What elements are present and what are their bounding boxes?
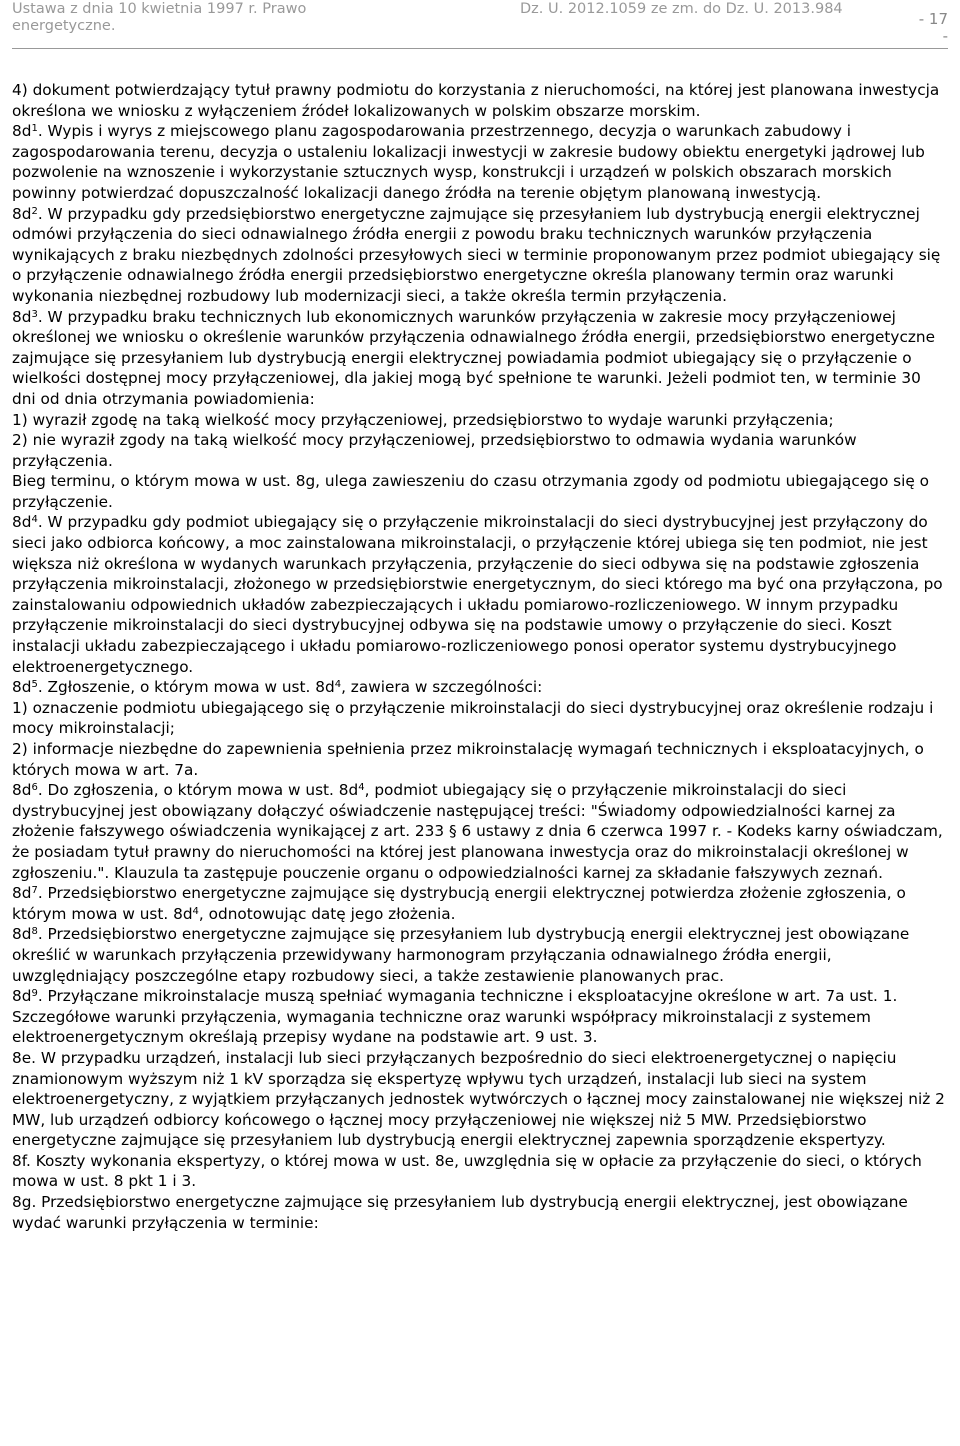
paragraph-text: 1) oznaczenie podmiotu ubiegającego się o przyłączenie mikroinstalacji do sieci dystrybucyjnej oraz określenie rodzaju i mocy mikroinstalacji;: [12, 698, 934, 738]
paragraph-text: 8e. W przypadku urządzeń, instalacji lub sieci przyłączanych bezpośrednio do sieci elektroenergetycznej o napięciu znamionowym wyższym niż 1 kV sporządza się ekspertyzę wpływu tych urządzeń, instalacji lub sieci na system elektroenergetyczny, z wyjątkiem przyłączanych jednostek wytwórczych o łącznej mocy zainstalowanej nie większej niż 2 MW, lub urządzeń odbiorcy końcowego o łącznej mocy przyłączeniowej nie większej niż 5 MW. Przedsiębiorstwo energetyczne zajmujące się przesyłaniem lub dystrybucją energii elektrycznej zapewnia sporządzenie ekspertyzy.: [12, 1048, 945, 1150]
paragraph-number: 8d: [12, 513, 32, 532]
paragraph-number: 8d: [12, 204, 32, 223]
paragraph-superscript: 5: [31, 679, 38, 691]
paragraph-superscript: 9: [31, 988, 38, 1000]
paragraph-text-continued: , zawiera w szczególności:: [341, 678, 543, 697]
paragraph: [12, 80, 948, 121]
paragraph-number: 8d: [12, 987, 32, 1006]
paragraph: [12, 883, 948, 924]
paragraph: [12, 121, 948, 203]
paragraph-text-continued: , odnotowując datę jego złożenia.: [198, 904, 456, 923]
paragraph-text-continued: , podmiot ubiegający się o przyłączenie mikroinstalacji do sieci dystrybucyjnej jest obowiązany dołączyć oświadczenie następującej treści: "Świadomy odpowiedzialności karnej za złożenie fałszywego oświadczenia wynikającej z art. 233 § 6 ustawy z dnia 6 czerwca 1997 r. - Kodeks karny oświadczam, że posiadam tytuł prawny do nieruchomości na której jest planowana inwestycja oraz do mikroinstalacji określonej w zgłoszeniu.". Klauzula ta zastępuje pouczenie organu o odpowiedzialności karnej za składanie fałszywych zeznań.: [12, 781, 943, 882]
paragraph-text: 8g. Przedsiębiorstwo energetyczne zajmujące się przesyłaniem lub dystrybucją energii elektrycznej, jest obowiązane wydać warunki przyłączenia w terminie:: [12, 1193, 908, 1232]
page-number: [919, 11, 948, 45]
paragraph-text: . Zgłoszenie, o którym mowa w ust. 8d: [37, 678, 335, 697]
paragraph-superscript: 1: [31, 123, 38, 135]
paragraph-text: 4) dokument potwierdzający tytuł prawny podmiotu do korzystania z nieruchomości, na której jest planowana inwestycja określona we wniosku z wyłączeniem źródeł lokalizowanych w polskim obszarze morskim.: [12, 81, 940, 120]
paragraph-text: 8f. Koszty wykonania ekspertyzy, o której mowa w ust. 8e, uwzględnia się w opłacie za przyłączenie do sieci, o których mowa w ust. 8 pkt 1 i 3.: [12, 1151, 922, 1191]
paragraph-superscript: 8: [31, 926, 38, 938]
paragraph: [12, 1192, 948, 1233]
paragraph-text: . W przypadku gdy przedsiębiorstwo energetyczne zajmujące się przesyłaniem lub dystrybucją energii elektrycznej odmówi przyłączenia do sieci odnawialnego źródła energii z powodu braku technicznych warunków przyłączenia wynikających z braku niezbędnych zdolności przesyłowych sieci w terminie proponowanym przez podmiot ubiegający się o przyłączenie odnawialnego źródła energii przedsiębiorstwo energetyczne określa planowany termin oraz warunki wykonania niezbędnej rozbudowy lub modernizacji sieci, a także określa termin przyłączenia.: [12, 204, 941, 305]
paragraph-superscript: 6: [31, 782, 38, 794]
paragraph-text: . Przyłączane mikroinstalacje muszą spełniać wymagania techniczne i eksploatacyjne określone w art. 7a ust. 1. Szczegółowe warunki przyłączenia, wymagania techniczne oraz warunki współpracy mikroinstalacji z systemem elektroenergetycznym określają przepisy wydane na podstawie art. 9 ust. 3.: [12, 987, 898, 1047]
paragraph: [12, 1048, 948, 1151]
paragraph-text: . W przypadku gdy podmiot ubiegający się o przyłączenie mikroinstalacji do sieci dystrybucyjnej jest przyłączony do sieci jako odbiorca końcowy, a moc zainstalowana mikroinstalacji, o przyłączenie której ubiega się ten podmiot, nie jest większa niż określona w wydanych warunkach przyłączenia, przyłączenie do sieci odbywa się na podstawie zgłoszenia przyłączenia mikroinstalacji, złożonego w przedsiębiorstwie energetycznym, do sieci którego ma być ona przyłączona, po zainstalowaniu odpowiednich układów zabezpieczających i układu pomiarowo-rozliczeniowego. W innym przypadku przyłączenie mikroinstalacji do sieci dystrybucyjnej odbywa się na podstawie umowy o przyłączenie do sieci. Koszt instalacji układu zabezpieczającego i układu pomiarowo-rozliczeniowego ponosi operator systemu dystrybucyjnego elektroenergetycznego.: [12, 513, 943, 676]
paragraph: [12, 924, 948, 986]
paragraph-text: . Przedsiębiorstwo energetyczne zajmujące się dystrybucją energii elektrycznej potwierdza złożenie zgłoszenia, o którym mowa w ust. 8d: [12, 884, 906, 923]
paragraph: [12, 677, 948, 698]
paragraph: [12, 739, 948, 780]
paragraph-text: Bieg terminu, o którym mowa w ust. 8g, ulega zawieszeniu do czasu otrzymania zgody od podmiotu ubiegającego się o przyłączenie.: [12, 472, 930, 511]
paragraph-text: 1) wyraził zgodę na taką wielkość mocy przyłączeniowej, przedsiębiorstwo to wydaje warunki przyłączenia;: [12, 410, 834, 429]
paragraph: [12, 471, 948, 512]
paragraph: [12, 780, 948, 883]
paragraph-number: 8d: [12, 884, 32, 903]
paragraph-text: . Do zgłoszenia, o którym mowa w ust. 8d: [37, 781, 359, 800]
paragraph: [12, 430, 948, 471]
paragraph-text: 2) informacje niezbędne do zapewnienia spełnienia przez mikroinstalację wymagań technicznych i eksploatacyjnych, o których mowa w art. 7a.: [12, 740, 924, 779]
paragraph-superscript: 7: [31, 885, 38, 897]
header-version: Dz. U. 2012.1059 ze zm. do Dz. U. 2013.984: [520, 1, 843, 17]
reference-superscript: 4: [192, 905, 199, 917]
reference-superscript: 4: [334, 679, 342, 691]
paragraph: [12, 204, 948, 307]
paragraph-number: 8d: [12, 925, 32, 944]
paragraph: [12, 986, 948, 1048]
page-number-suffix: -: [942, 27, 948, 45]
paragraph-number: 8d: [12, 781, 32, 800]
document-body: [12, 80, 948, 1233]
page-number-value: - 17: [918, 10, 948, 28]
paragraph-superscript: 3: [31, 308, 38, 320]
paragraph-text: . Wypis i wyrys z miejscowego planu zagospodarowania przestrzennego, decyzja o warunkach zabudowy i zagospodarowania terenu, decyzja o ustaleniu lokalizacji inwestycji w zakresie budowy obiektu energetyki jądrowej lub pozwolenie na wznoszenie i wykorzystanie sztucznych wysp, konstrukcji i urządzeń w polskich obszarach morskich powinny potwierdzać dopuszczalność lokalizacji danego źródła na terenie objętym planowaną inwestycją.: [12, 122, 925, 202]
paragraph: [12, 1151, 948, 1192]
page-header: [12, 0, 948, 49]
paragraph-number: 8d: [12, 678, 32, 697]
header-act-title: [12, 1, 372, 35]
paragraph-number: 8d: [12, 122, 32, 141]
paragraph-text: . Przedsiębiorstwo energetyczne zajmujące się przesyłaniem lub dystrybucją energii elektrycznej jest obowiązane określić w warunkach przyłączenia przewidywany harmonogram przyłączania odnawialnego źródła energii, uwzględniający poszczególne etapy rozbudowy sieci, a także zestawienie planowanych prac.: [12, 925, 910, 985]
paragraph-number: 8d: [12, 307, 32, 326]
paragraph-text: . W przypadku braku technicznych lub ekonomicznych warunków przyłączenia w zakresie mocy przyłączeniowej określonej we wniosku o określenie warunków przyłączenia odnawialnego źródła energii, przedsiębiorstwo energetyczne zajmujące się przesyłaniem lub dystrybucją energii elektrycznej powiadamia podmiot ubiegający się o przyłączenie o wielkości dostępnej mocy przyłączeniowej, dla jakiej mogą być spełnione te warunki. Jeżeli podmiot ten, w terminie 30 dni od dnia otrzymania powiadomienia:: [12, 307, 935, 408]
paragraph: [12, 698, 948, 739]
paragraph: [12, 410, 948, 431]
paragraph: [12, 307, 948, 410]
paragraph-text: 2) nie wyraził zgody na taką wielkość mocy przyłączeniowej, przedsiębiorstwo to odmawia wydania warunków przyłączenia.: [12, 431, 857, 470]
paragraph: [12, 512, 948, 677]
header-title-line-1: Ustawa z dnia 10 kwietnia 1997 r. Prawo: [12, 1, 307, 17]
paragraph-superscript: 4: [31, 514, 38, 526]
header-title-line-2: energetyczne.: [12, 18, 116, 34]
paragraph-superscript: 2: [31, 205, 38, 217]
reference-superscript: 4: [358, 782, 365, 794]
